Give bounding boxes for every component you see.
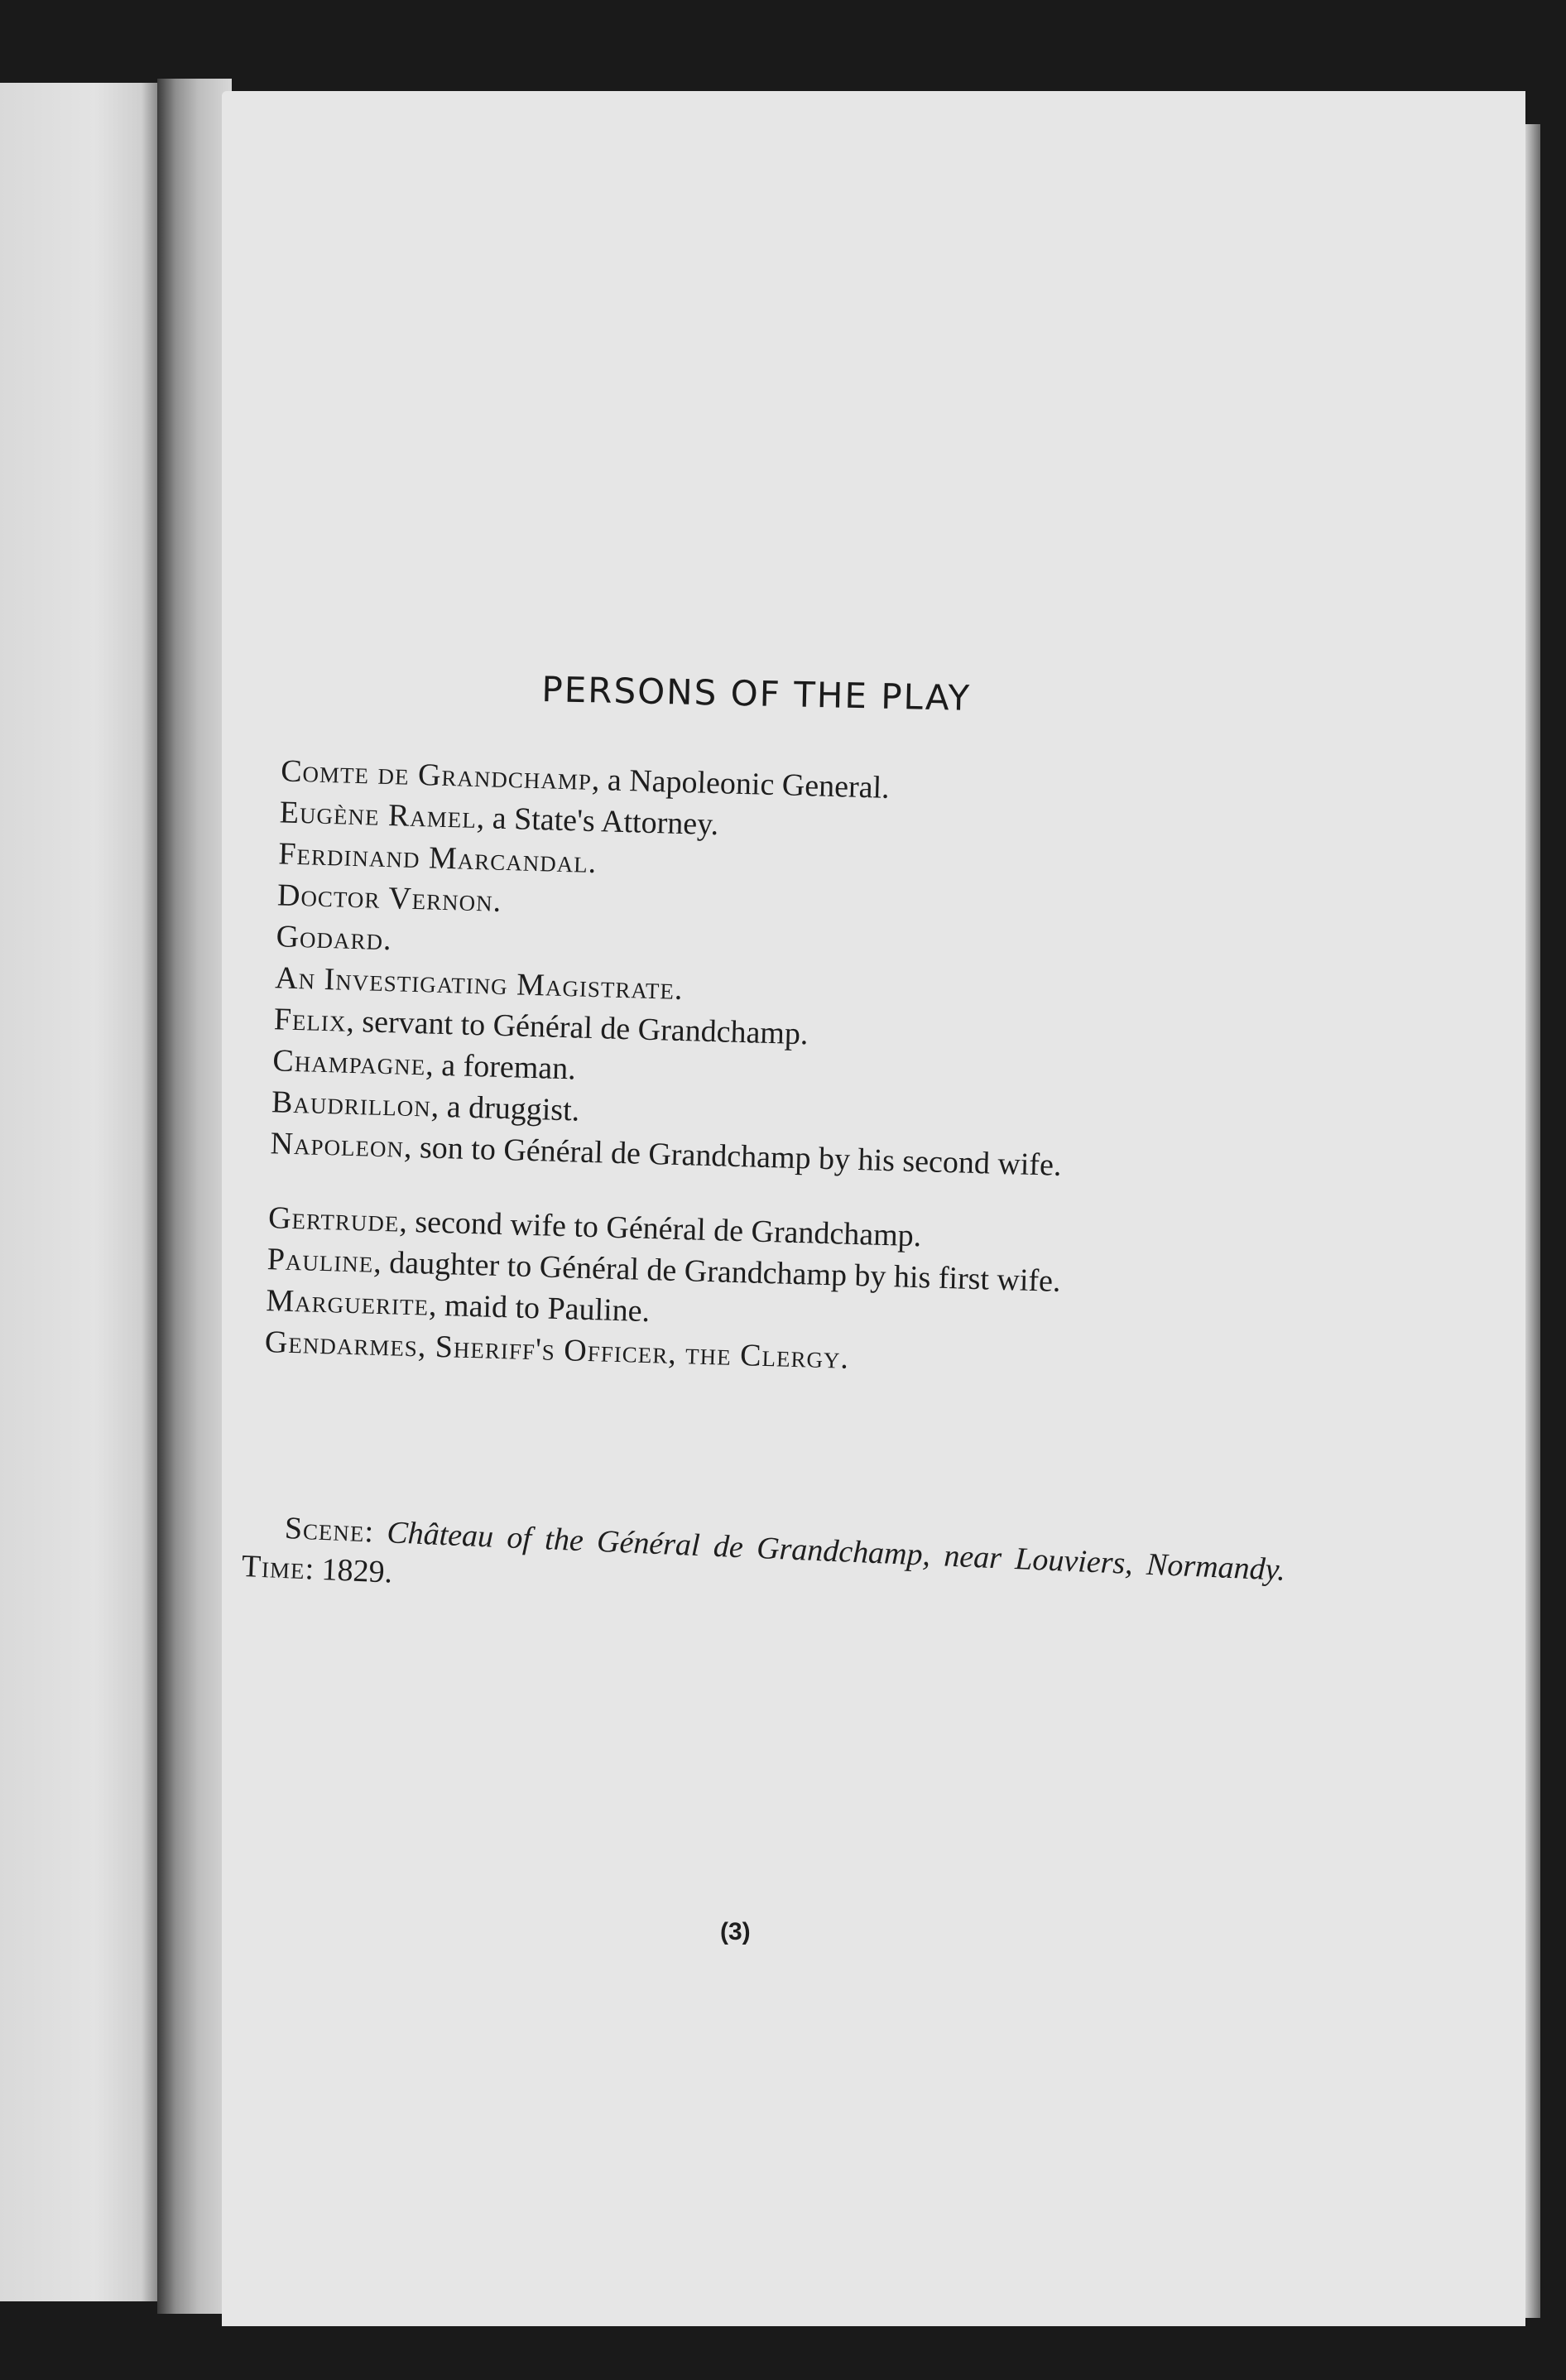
character-name: Eugène Ramel — [279, 795, 478, 836]
character-description: , a Napoleonic General. — [591, 762, 891, 805]
time-label: Time — [241, 1548, 306, 1587]
book-gutter — [157, 79, 232, 2314]
character-name: Doctor Vernon. — [276, 877, 502, 919]
time-value: 1829. — [320, 1552, 393, 1590]
page-number: (3) — [720, 1918, 751, 1945]
character-name: Gertrude — [267, 1200, 401, 1239]
character-description: , maid to Pauline. — [428, 1287, 651, 1329]
character-name: Baudrillon — [271, 1084, 432, 1124]
character-name: Champagne — [271, 1043, 426, 1083]
character-name: Gendarmes, Sheriff's Officer, the Clergy. — [264, 1325, 850, 1376]
character-description: , a State's Attorney. — [476, 801, 719, 843]
character-name: An Investigating Magistrate. — [274, 960, 685, 1007]
character-description: , a foreman. — [425, 1047, 577, 1087]
character-description: , a druggist. — [430, 1089, 580, 1128]
left-facing-page — [0, 83, 157, 2301]
character-description: , second wife to Général de Grandchamp. — [398, 1204, 922, 1254]
page-edge-shadow — [1525, 124, 1540, 2318]
character-name: Felix — [273, 1002, 348, 1039]
character-name: Pauline — [267, 1242, 374, 1280]
character-name: Godard. — [276, 919, 393, 958]
character-description: , daughter to Général de Grandchamp by his first wife. — [372, 1244, 1062, 1299]
character-description: , servant to Général de Grandchamp. — [345, 1003, 809, 1052]
cast-list — [223, 749, 1299, 1391]
scene-label: Scene — [284, 1511, 366, 1550]
character-name: Ferdinand Marcandal. — [277, 836, 598, 881]
time-separator: : — [304, 1551, 323, 1587]
page-heading: PERSONS OF THE PLAY — [540, 669, 972, 719]
scene-place: Château of the Général de Grandchamp, near Louviers, Normandy. — [386, 1515, 1286, 1588]
character-name: Napoleon — [270, 1126, 405, 1165]
scene-separator: : — [363, 1514, 388, 1551]
character-name: Comte de Grandchamp — [280, 753, 593, 797]
character-description: , son to Général de Grandchamp by his second wife. — [403, 1129, 1062, 1183]
character-name: Marguerite — [265, 1283, 430, 1323]
